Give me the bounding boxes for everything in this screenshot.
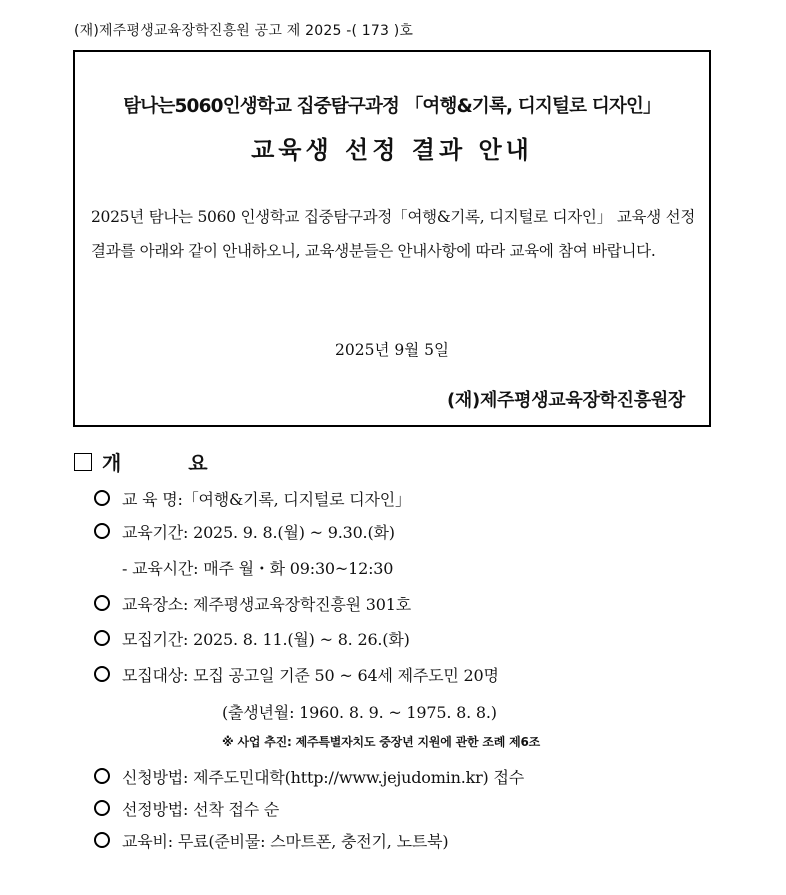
overview-heading-text: 개 요 xyxy=(102,451,238,475)
legal-basis-note: ※ 사업 추진: 제주특별자치도 중장년 지원에 관한 조례 제6조 xyxy=(222,735,541,749)
list-item-course-location: 교육장소: 제주평생교육장학진흥원 301호 xyxy=(94,592,411,615)
list-item-course-name: 교 육 명:「여행&기록, 디지털로 디자인」 xyxy=(94,487,411,510)
circle-bullet-icon xyxy=(94,800,110,816)
list-item-recruit-period: 모집기간: 2025. 8. 11.(월) ~ 8. 26.(화) xyxy=(94,627,410,650)
announcement-signature: (재)제주평생교육장학진흥원장 xyxy=(447,390,685,411)
circle-bullet-icon xyxy=(94,523,110,539)
list-item-selection-method: 선정방법: 선착 접수 순 xyxy=(94,797,279,820)
circle-bullet-icon xyxy=(94,832,110,848)
announcement-title: 탐나는5060인생학교 집중탐구과정 「여행&기록, 디지털로 디자인」 xyxy=(123,96,661,117)
square-bullet-icon xyxy=(74,453,92,471)
list-item-course-period: 교육기간: 2025. 9. 8.(월) ~ 9.30.(화) xyxy=(94,520,395,543)
course-time-detail: - 교육시간: 매주 월・화 09:30~12:30 xyxy=(122,559,394,578)
announcement-subtitle: 교육생 선정 결과 안내 xyxy=(251,136,533,164)
birth-range: (출생년월: 1960. 8. 9. ~ 1975. 8. 8.) xyxy=(222,703,497,722)
announcement-body: 2025년 탐나는 5060 인생학교 집중탐구과정「여행&기록, 디지털로 디자인」 교육생 선정 결과를 아래와 같이 안내하오니, 교육생분들은 안내사항에 따라 교육에 참여 바랍니다. xyxy=(91,208,695,260)
list-item-application-method: 신청방법: 제주도민대학(http://www.jejudomin.kr) 접수 xyxy=(94,765,524,788)
overview-heading xyxy=(74,447,238,476)
announcement-date: 2025년 9월 5일 xyxy=(335,341,449,359)
circle-bullet-icon xyxy=(94,768,110,784)
circle-bullet-icon xyxy=(94,490,110,506)
circle-bullet-icon xyxy=(94,666,110,682)
list-item-fee: 교육비: 무료(준비물: 스마트폰, 충전기, 노트북) xyxy=(94,829,448,852)
announcement-box xyxy=(73,50,711,427)
notice-number: (재)제주평생교육장학진흥원 공고 제 2025 -( 173 )호 xyxy=(74,23,414,39)
list-item-recruit-target: 모집대상: 모집 공고일 기준 50 ~ 64세 제주도민 20명 xyxy=(94,663,499,686)
circle-bullet-icon xyxy=(94,630,110,646)
circle-bullet-icon xyxy=(94,595,110,611)
